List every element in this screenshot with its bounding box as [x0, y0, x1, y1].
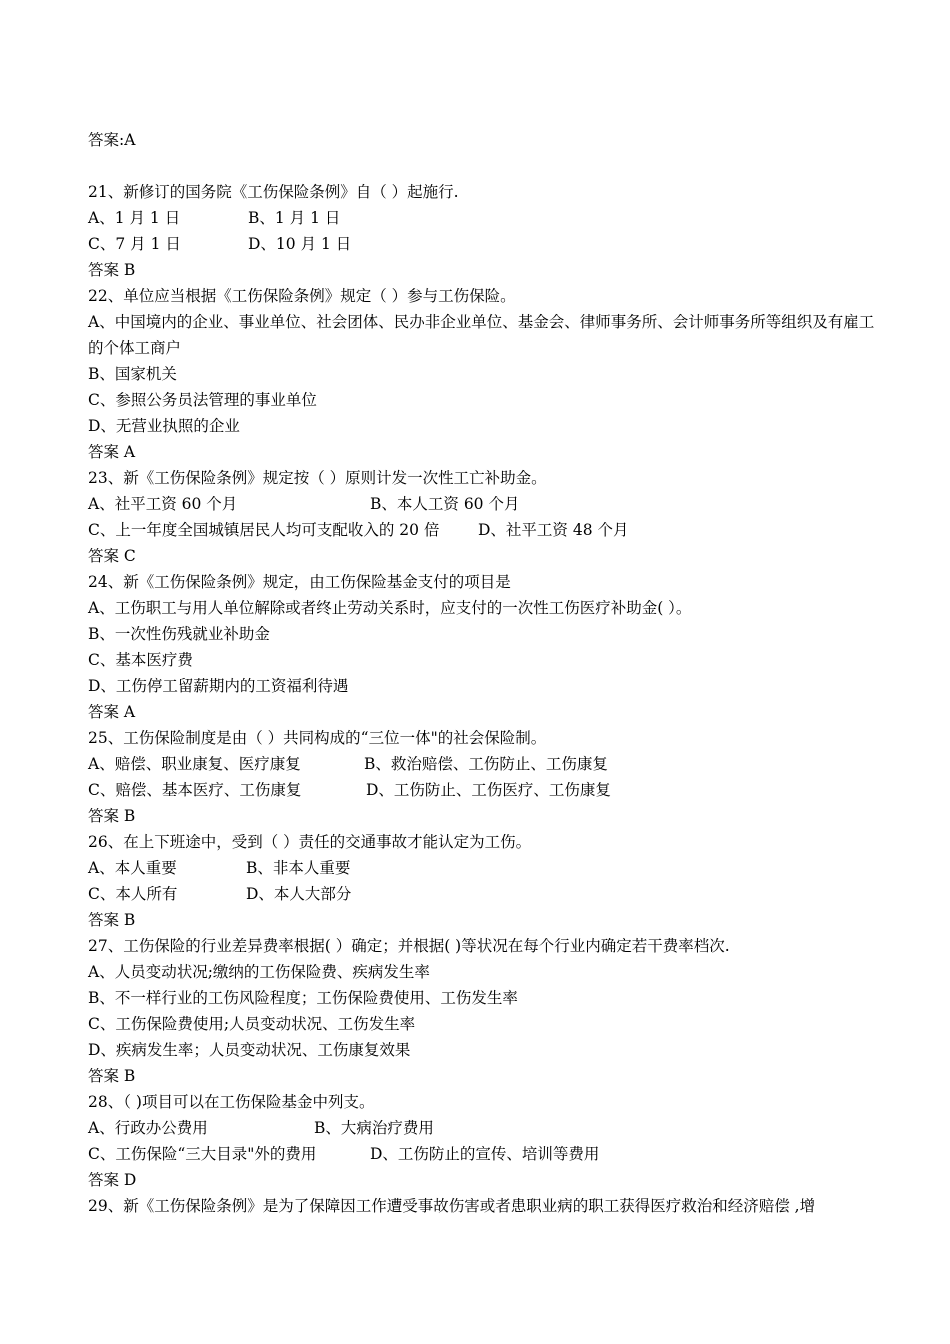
top-answer: 答案:A [88, 131, 136, 149]
option-c: C、本人所有 [88, 885, 178, 903]
blank-line [88, 153, 878, 179]
option-c: C、赔偿、基本医疗、工伤康复 [88, 781, 302, 799]
question-28-options-ab [88, 1115, 878, 1141]
question-23: 23、新《工伤保险条例》规定按（ ）原则计发一次性工亡补助金。 [88, 469, 547, 487]
option-c: C、上一年度全国城镇居民人均可支配收入的 20 倍 [88, 521, 440, 539]
option-c: C、工伤保险“三大目录"外的费用 [88, 1145, 317, 1163]
option-c: C、7 月 1 日 [88, 235, 181, 253]
question-21-options-ab [88, 205, 878, 231]
question-22: 22、单位应当根据《工伤保险条例》规定（ ）参与工伤保险。 [88, 287, 516, 305]
answer-24: 答案 A [88, 703, 136, 721]
question-26-options-cd [88, 881, 878, 907]
option-a: A、社平工资 60 个月 [88, 495, 238, 513]
question-23-options-cd [88, 517, 878, 543]
option-d: D、无营业执照的企业 [88, 417, 240, 435]
option-c: C、参照公务员法管理的事业单位 [88, 391, 317, 409]
answer-21: 答案 B [88, 261, 136, 279]
answer-25: 答案 B [88, 807, 136, 825]
question-29: 29、新《工伤保险条例》是为了保障因工作遭受事故伤害或者患职业病的职工获得医疗救治和经济赔偿 ,增 [88, 1197, 816, 1215]
option-a: A、人员变动状况;缴纳的工伤保险费、疾病发生率 [88, 963, 430, 981]
option-d: D、工伤防止、工伤医疗、工伤康复 [366, 781, 611, 799]
question-25: 25、工伤保险制度是由（ ）共同构成的“三位一体"的社会保险制。 [88, 729, 547, 747]
option-b: B、1 月 1 日 [248, 209, 341, 227]
document-page [88, 127, 878, 1219]
question-25-options-cd [88, 777, 878, 803]
option-b: B、一次性伤残就业补助金 [88, 625, 270, 643]
question-28: 28、（ )项目可以在工伤保险基金中列支。 [88, 1093, 375, 1111]
option-c: C、工伤保险费使用;人员变动状况、工伤发生率 [88, 1015, 416, 1033]
option-a: A、工伤职工与用人单位解除或者终止劳动关系时，应支付的一次性工伤医疗补助金( ）。 [88, 599, 692, 617]
question-25-options-ab [88, 751, 878, 777]
answer-23: 答案 C [88, 547, 136, 565]
option-b: B、救治赔偿、工伤防止、工伤康复 [364, 755, 608, 773]
option-c: C、基本医疗费 [88, 651, 193, 669]
option-a: A、赔偿、职业康复、医疗康复 [88, 755, 301, 773]
option-b: B、不一样行业的工伤风险程度；工伤保险费使用、工伤发生率 [88, 989, 518, 1007]
answer-26: 答案 B [88, 911, 136, 929]
question-21-options-cd [88, 231, 878, 257]
answer-28: 答案 D [88, 1171, 137, 1189]
option-d: D、社平工资 48 个月 [478, 521, 629, 539]
option-a: A、中国境内的企业、事业单位、社会团体、民办非企业单位、基金会、律师事务所、会计师事务所等组织及有雇工的个体工商户 [88, 313, 875, 357]
option-b: B、大病治疗费用 [314, 1119, 434, 1137]
question-26-options-ab [88, 855, 878, 881]
question-23-options-ab [88, 491, 878, 517]
question-24: 24、新《工伤保险条例》规定，由工伤保险基金支付的项目是 [88, 573, 511, 591]
option-a: A、本人重要 [88, 859, 177, 877]
option-b: B、国家机关 [88, 365, 177, 383]
option-a: A、1 月 1 日 [88, 209, 181, 227]
option-d: D、10 月 1 日 [248, 235, 352, 253]
option-d: D、工伤防止的宣传、培训等费用 [370, 1145, 600, 1163]
question-27: 27、工伤保险的行业差异费率根据( ）确定；并根据( )等状况在每个行业内确定若干费率档次. [88, 937, 730, 955]
question-28-options-cd [88, 1141, 878, 1167]
question-21: 21、新修订的国务院《工伤保险条例》自（ ）起施行. [88, 183, 459, 201]
option-d: D、疾病发生率；人员变动状况、工伤康复效果 [88, 1041, 411, 1059]
option-b: B、本人工资 60 个月 [370, 495, 520, 513]
option-a: A、行政办公费用 [88, 1119, 208, 1137]
option-d: D、工伤停工留薪期内的工资福利待遇 [88, 677, 349, 695]
option-b: B、非本人重要 [246, 859, 351, 877]
question-26: 26、在上下班途中，受到（ ）责任的交通事故才能认定为工伤。 [88, 833, 532, 851]
answer-27: 答案 B [88, 1067, 136, 1085]
option-d: D、本人大部分 [246, 885, 352, 903]
answer-22: 答案 A [88, 443, 136, 461]
